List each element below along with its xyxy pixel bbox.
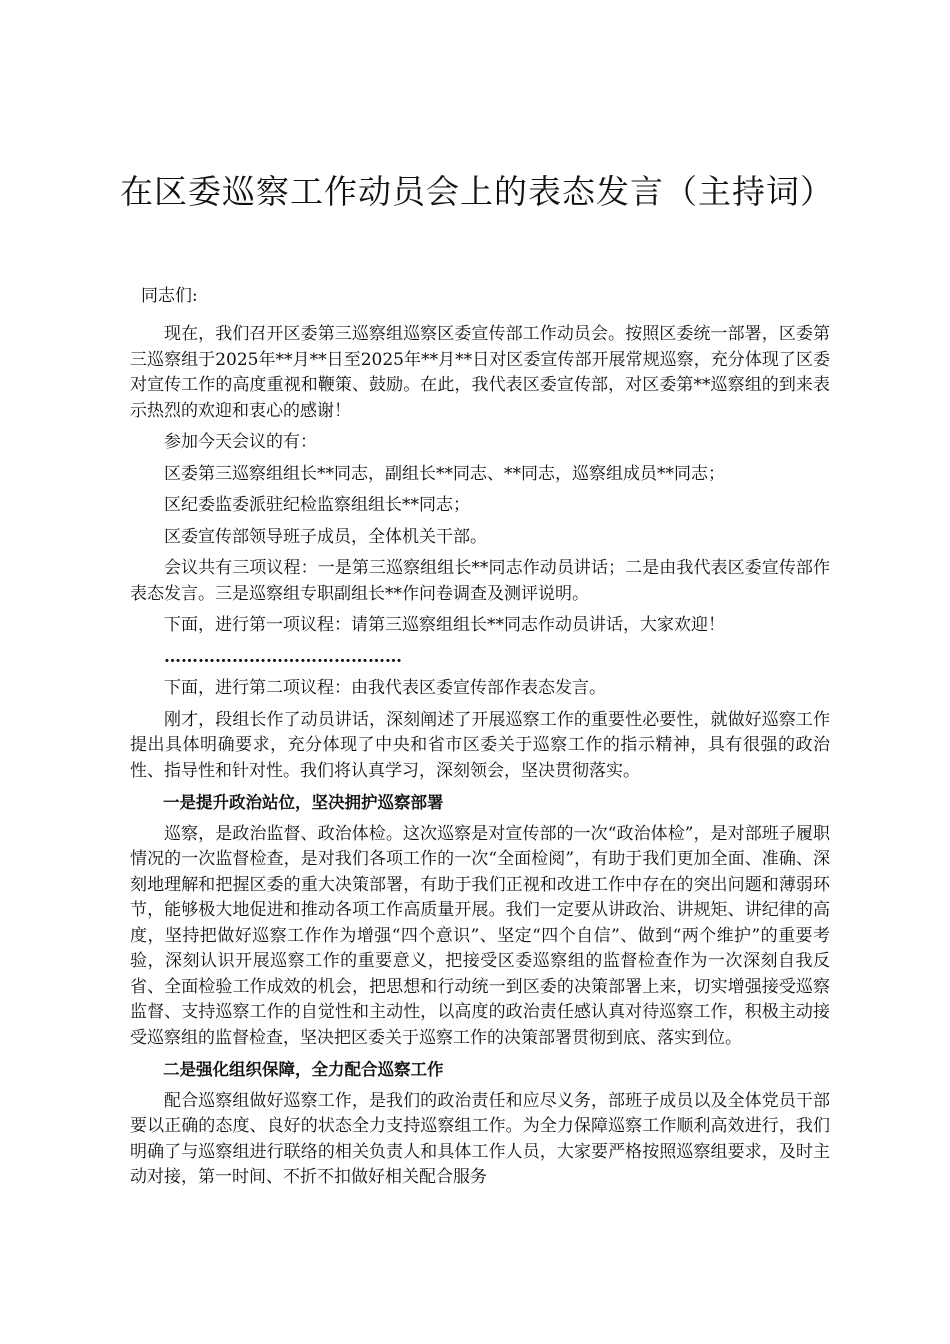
document-title: 在区委巡察工作动员会上的表态发言（主持词） xyxy=(120,172,834,211)
body-paragraph: 区纪委监委派驻纪检监察组组长**同志； xyxy=(164,495,470,515)
body-paragraph: 区委第三巡察组组长**同志，副组长**同志、**同志，巡察组成员**同志； xyxy=(164,463,725,484)
body-paragraph: 刚才，段组长作了动员讲话，深刻阐述了开展巡察工作的重要性必要性，就做好巡察工作提出具体明确要求，充分体现了中央和省市区委关于巡察工作的指示精神，具有很强的政治性、指导性和针对性。我们将认真学习，深刻领会，坚决贯彻落实。 xyxy=(130,709,830,781)
salutation: 同志们: xyxy=(141,286,198,306)
body-paragraph: 下面，进行第一项议程：请第三巡察组组长**同志作动员讲话，大家欢迎！ xyxy=(164,615,725,635)
document-body xyxy=(130,322,830,1197)
section-heading: 二是强化组织保障，全力配合巡察工作 xyxy=(163,1060,444,1079)
body-paragraph: 巡察，是政治监督、政治体检。这次巡察是对宣传部的一次“政治体检”，是对部班子履职情况的一次监督检查，是对我们各项工作的一次“全面检阅”，有助于我们更加全面、准确、深刻地理解和把握区委的重大决策部署，有助于我们正视和改进工作中存在的突出问题和薄弱环节，能够极大地促进和推动各项工作高质量开展。我们一定要从讲政治、讲规矩、讲纪律的高度，坚持把做好巡察工作作为增强“四个意识”、坚定“四个自信”、做到“两个维护”的重要考验，深刻认识开展巡察工作的重要意义，把接受区委巡察组的监督检查作为一次深刻自我反省、全面检验工作成效的机会，把思想和行动统一到区委的决策部署上来，切实增强接受巡察监督、支持巡察工作的自觉性和主动性，以高度的政治责任感认真对待巡察工作，积极主动接受巡察组的监督检查，坚决把区委关于巡察工作的决策部署贯彻到底、落实到位。 xyxy=(130,823,830,1048)
body-paragraph: 区委宣传部领导班子成员，全体机关干部。 xyxy=(164,526,487,547)
ellipsis-separator: …………………………………… xyxy=(164,646,402,667)
body-paragraph: 参加今天会议的有： xyxy=(164,432,317,452)
section-heading: 一是提升政治站位，坚决拥护巡察部署 xyxy=(163,793,444,812)
body-paragraph: 下面，进行第二项议程：由我代表区委宣传部作表态发言。 xyxy=(164,678,606,698)
body-paragraph: 现在，我们召开区委第三巡察组巡察区委宣传部工作动员会。按照区委统一部署，区委第三巡察组于2025年**月**日至2025年**月**日对区委宣传部开展常规巡察，充分体现了区委对宣传工作的高度重视和鞭策、鼓励。在此，我代表区委宣传部，对区委第**巡察组的到来表示热烈的欢迎和衷心的感谢！ xyxy=(130,324,830,421)
body-paragraph: 配合巡察组做好巡察工作，是我们的政治责任和应尽义务，部班子成员以及全体党员干部要以正确的态度、良好的状态全力支持巡察组工作。为全力保障巡察工作顺利高效进行，我们明确了与巡察组进行联络的相关负责人和具体工作人员，大家要严格按照巡察组要求，及时主动对接，第一时间、不折不扣做好相关配合服务 xyxy=(130,1090,830,1187)
body-paragraph: 会议共有三项议程：一是第三巡察组组长**同志作动员讲话；二是由我代表区委宣传部作表态发言。三是巡察组专职副组长**作问卷调查及测评说明。 xyxy=(130,558,830,604)
